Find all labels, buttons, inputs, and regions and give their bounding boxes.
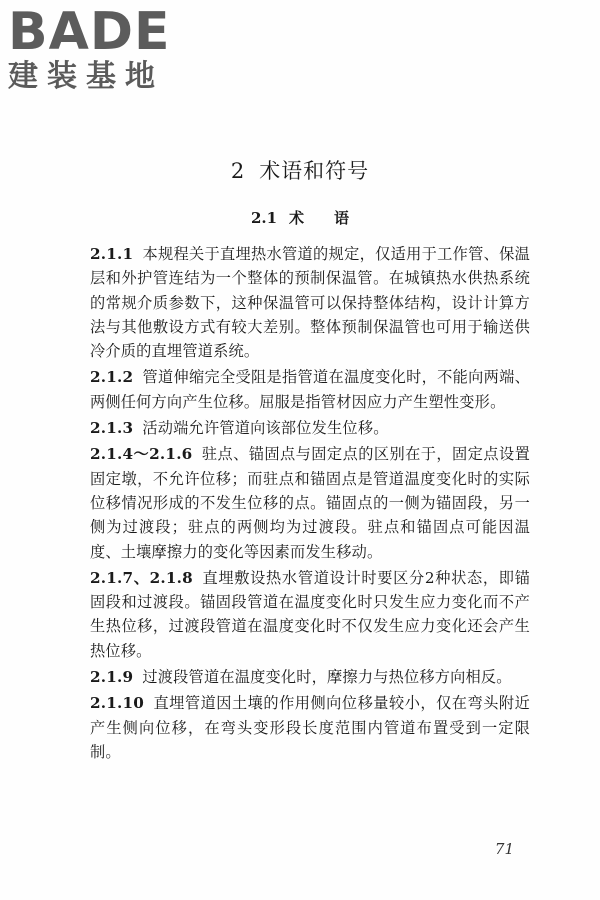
clause-number: 2.1.9 — [90, 668, 134, 687]
chapter-heading — [0, 155, 600, 185]
logo-subtitle-text: 建装基地 — [8, 59, 164, 94]
clause-text: 管道伸缩完全受阻是指管道在温度变化时，不能向两端、两侧任何方向产生位移。屈服是指管材因应力产生塑性变形。 — [90, 368, 530, 411]
clause-2-1-3 — [90, 416, 530, 440]
clause-text: 活动端允许管道向该部位发生位移。 — [142, 419, 389, 438]
clause-text: 过渡段管道在温度变化时，摩擦力与热位移方向相反。 — [142, 668, 512, 687]
clause-text: 驻点、锚固点与固定点的区别在于，固定点设置固定墩，不允许位移；而驻点和锚固点是管道温度变化时的实际位移情况形成的不发生位移的点。锚固点的一侧为锚固段，另一侧为过渡段；驻点的两侧均为过渡段。驻点和锚固点可能因温度、土壤摩擦力的变化等因素而发生移动。 — [90, 445, 530, 561]
clause-number: 2.1.4～2.1.6 — [90, 445, 193, 464]
clause-number: 2.1.3 — [90, 419, 134, 438]
clause-number: 2.1.2 — [90, 368, 134, 387]
clause-text: 直埋管道因土壤的作用侧向位移量较小，仅在弯头附近产生侧向位移，在弯头变形段长度范围内管道布置受到一定限制。 — [90, 694, 530, 761]
logo-brand-text: BADE — [8, 2, 171, 62]
section-heading — [0, 207, 600, 228]
clause-2-1-2 — [90, 365, 530, 414]
clause-2-1-7-8 — [90, 566, 530, 663]
clause-2-1-9 — [90, 665, 530, 689]
section-number: 2.1 — [250, 209, 278, 227]
chapter-number: 2 — [230, 159, 246, 183]
clause-2-1-4-to-6 — [90, 442, 530, 563]
clause-number: 2.1.7、2.1.8 — [90, 568, 193, 587]
section-title-text: 术 语 — [289, 209, 350, 227]
chapter-title-text: 术语和符号 — [259, 159, 370, 183]
clause-text: 直埋敷设热水管道设计时要区分2种状态，即锚固段和过渡段。锚固段管道在温度变化时只发生应力变化而不产生热位移，过渡段管道在温度变化时不仅发生应力变化还会产生热位移。 — [90, 568, 530, 660]
clause-list — [90, 242, 530, 766]
page-number: 71 — [494, 840, 514, 858]
clause-2-1-1 — [90, 242, 530, 363]
bade-watermark-logo — [8, 2, 178, 94]
clause-2-1-10 — [90, 691, 530, 764]
clause-number: 2.1.1 — [90, 245, 134, 263]
clause-number: 2.1.10 — [90, 694, 145, 713]
clause-text: 本规程关于直埋热水管道的规定，仅适用于工作管、保温层和外护管连结为一个整体的预制保温管。在城镇热水供热系统的常规介质参数下，这种保温管可以保持整体结构，设计计算方法与其他敷设方式有较大差别。整体预制保温管也可用于输送供冷介质的直埋管道系统。 — [90, 245, 530, 361]
